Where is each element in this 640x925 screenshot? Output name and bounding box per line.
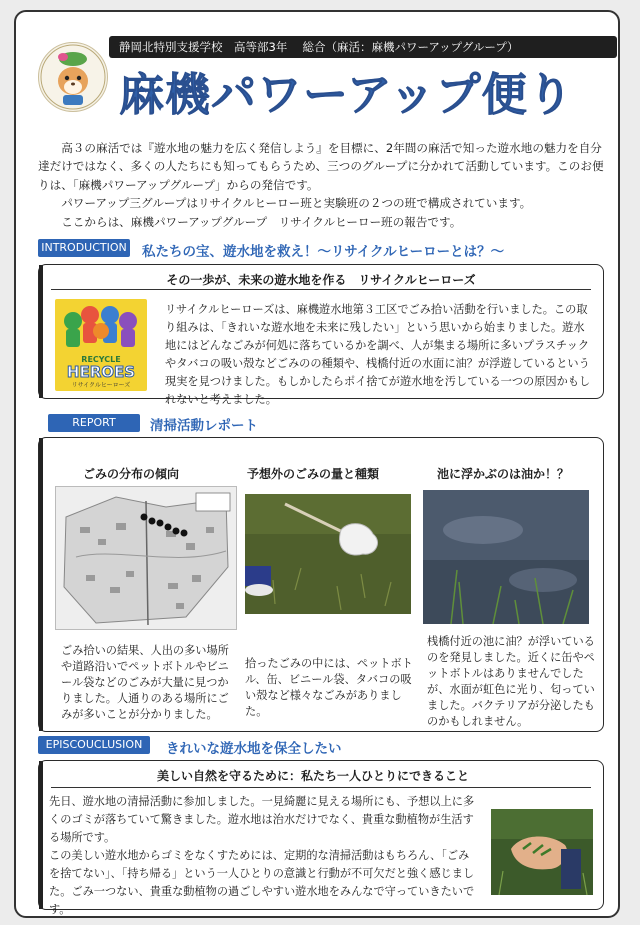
conclusion-paragraph-2: この美しい遊水地からゴミをなくすためには、定期的な清掃活動はもちろん、「ごみを捨てない」、「持ち帰る」という一人ひとりの意識と行動が不可欠だと強く感じました。ごみ一つない、貴重な動植物の過ごしやすい遊水地をみんなで守っていきたいです。	[49, 849, 475, 916]
intro-paragraph-1: 高３の麻活では『遊水地の魅力を広く発信しよう』を目標に、2年間の麻活で知った遊水地の魅力を自分達だけではなく、多くの人たちにも知ってもらうため、三つのグループに分かれて活動しています。このお便りは、「麻機パワーアップグループ」からの発信です。	[38, 141, 604, 192]
introduction-box-title: その一歩が、未来の遊水地を作る リサイクルヒーローズ	[166, 273, 476, 287]
mascot-logo	[38, 42, 108, 112]
introduction-box	[38, 264, 604, 406]
report-col2-text: 拾ったごみの中には、ペットボトル、缶、ビニール袋、タバコの吸い殻など様々なごみがありました。	[245, 657, 413, 718]
report-box	[38, 437, 604, 732]
introduction-heading: 私たちの宝、遊水地を救え！～リサイクルヒーローとは？～	[142, 244, 505, 260]
hand-with-plant-photo	[491, 809, 593, 895]
trash-distribution-map	[55, 486, 237, 630]
report-col1-title: ごみの分布の傾向	[83, 467, 180, 481]
conclusion-paragraph-1: 先日、遊水地の清掃活動に参加しました。一見綺麗に見える場所にも、予想以上に多くのゴミが落ちていて驚きました。遊水地は治水だけでなく、貴重な動植物が生活する場所です。	[49, 795, 475, 844]
conclusion-box-title: 美しい自然を守るために：私たち一人ひとりにできること	[156, 769, 469, 783]
oil-on-pond-photo	[423, 490, 589, 624]
report-col1-text: ごみ拾いの結果、人出の多い場所や道路沿いでペットボトルやビニール袋などのごみが大量に見つかりました。人通りのある場所にごみが多いことが分かりました。	[61, 644, 229, 721]
report-col3-title: 池に浮かぶのは油か！？	[437, 467, 570, 481]
report-heading: 清掃活動レポート	[150, 418, 258, 434]
report-tag: REPORT	[48, 414, 140, 432]
box-accent-line	[39, 438, 43, 731]
box-accent-line	[39, 761, 43, 909]
logo-caption: リサイクルヒーローズ	[71, 382, 131, 389]
box-title-divider	[51, 289, 591, 290]
report-col2-title: 予想外のごみの量と種類	[247, 467, 380, 481]
conclusion-heading: きれいな遊水地を保全したい	[166, 741, 342, 757]
box-title-divider	[51, 787, 591, 788]
conclusion-tag: EPISCOUCLUSION	[38, 736, 150, 754]
report-col3-text: 桟橋付近の池に油？が浮いているのを発見しました。近くに缶やペットボトルはありませんでしたが、水面が虹色に光り、匂っていました。バクテリアが分泌したものかもしれません。	[427, 635, 595, 728]
conclusion-box	[38, 760, 604, 916]
conclusion-body	[49, 793, 479, 918]
intro-paragraph-2: パワーアップ三グループはリサイクルヒーロー班と実験班の２つの班で構成されています。	[61, 196, 532, 211]
logo-word-heroes: HEROES	[66, 363, 136, 381]
intro-paragraph-3: ここからは、麻機パワーアップグループ リサイクルヒーロー班の報告です。	[61, 214, 462, 229]
intro-text	[38, 139, 612, 231]
newsletter-title: 麻機パワーアップ便り	[119, 68, 574, 121]
newsletter-page	[14, 10, 620, 918]
school-info-bar: 静岡北特別支援学校 高等部3年 総合（麻活：麻機パワーアップグループ）	[109, 36, 617, 58]
introduction-body: リサイクルヒーローズは、麻機遊水地第３工区でごみ拾い活動を行いました。この取り組みは、「きれいな遊水地を未来に残したい」という思いから始まりました。遊水地にはどんなごみが何処に落ちているかを調べ、人が集まる場所に多いプラスチックやタバコの吸い殻などごみのの種類や、桟橋付近の水面に油？が浮遊しているという現実を見つけました。もしかしたらポイ捨てが遊水地を汚している一つの原因かもしれないと考えました。	[165, 303, 591, 406]
recycle-heroes-logo	[55, 299, 147, 391]
trash-pickup-photo	[245, 494, 411, 614]
introduction-tag: INTRODUCTION	[38, 239, 130, 257]
logo-word-recycle: RECYCLE	[81, 355, 121, 364]
